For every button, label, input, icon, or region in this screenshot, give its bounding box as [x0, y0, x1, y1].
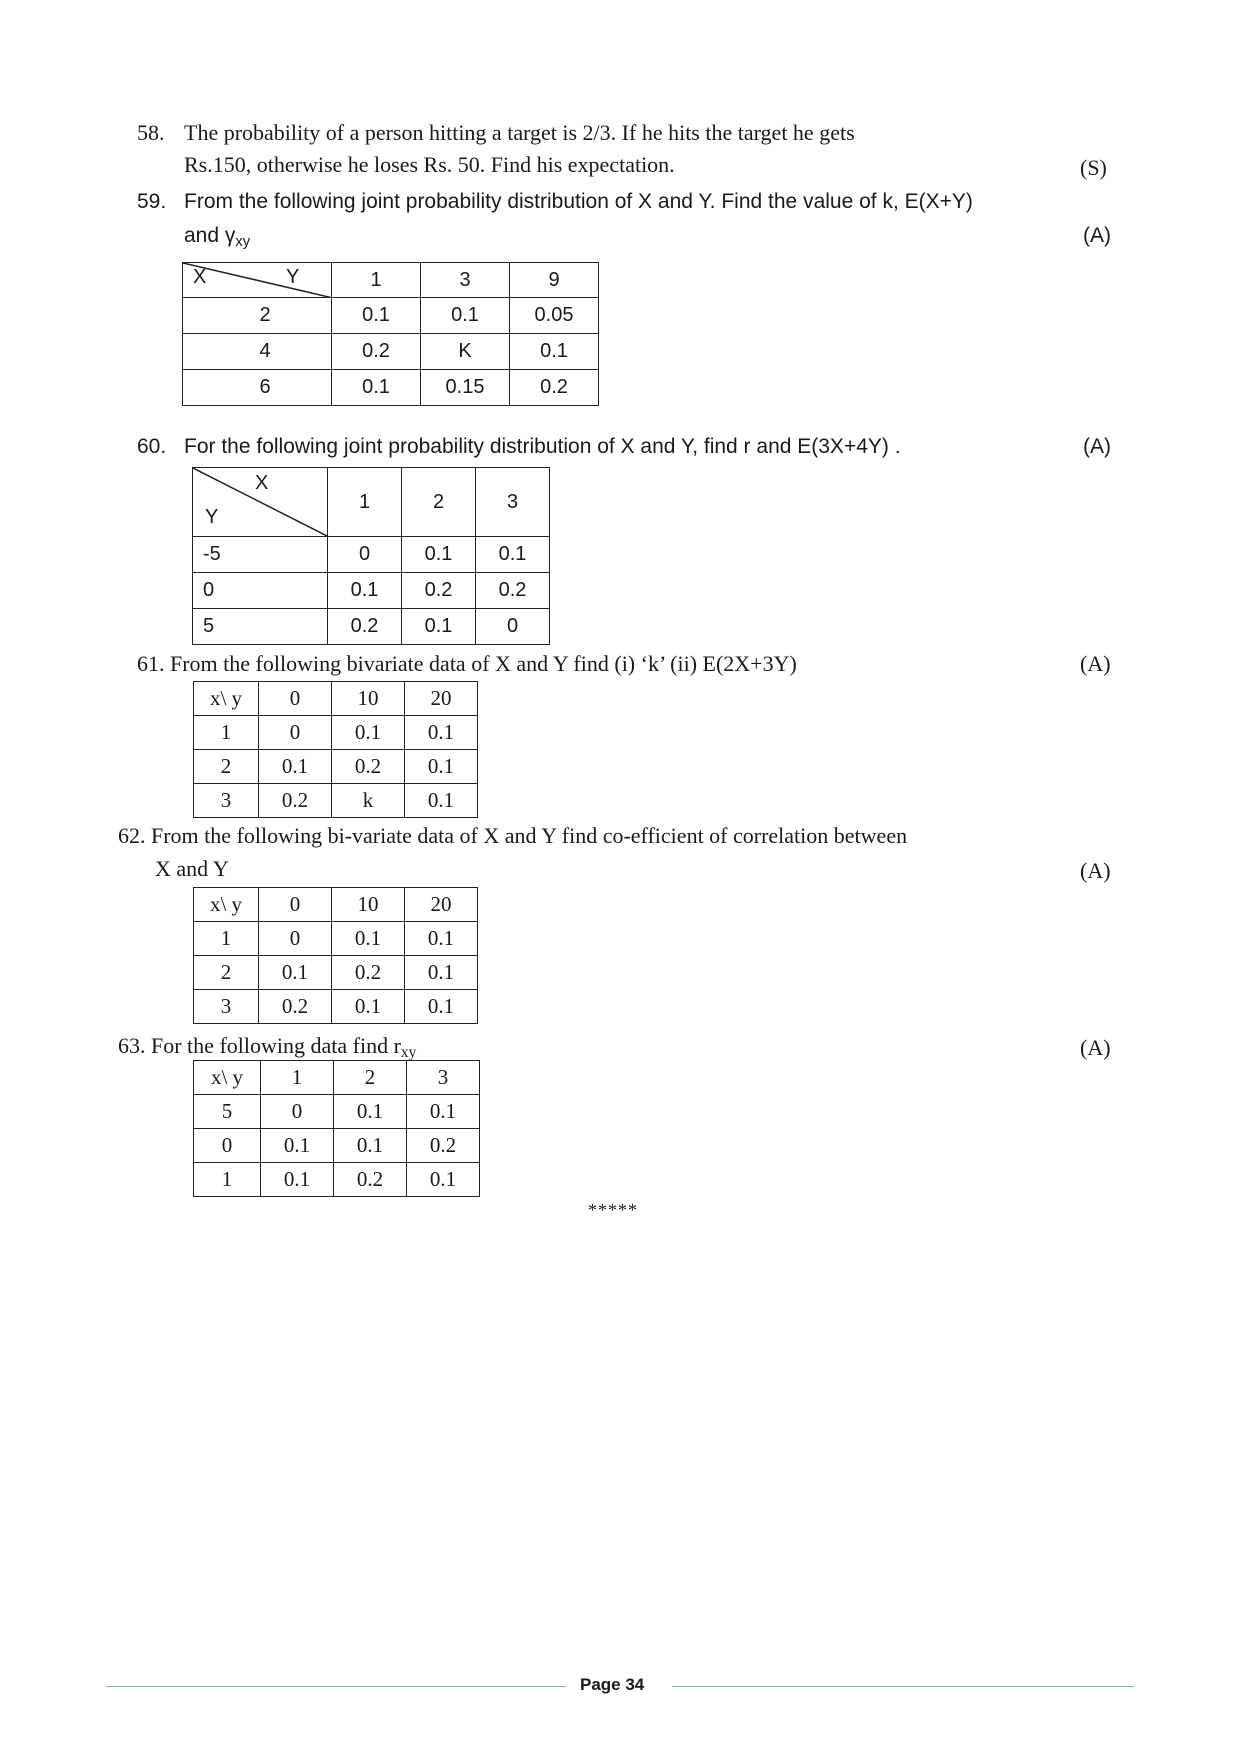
q63-corner-cell: x\ y: [194, 1061, 261, 1095]
q60-cell: 0.1: [402, 537, 476, 573]
table-row: [194, 716, 478, 750]
q63-cell: 0.2: [334, 1163, 407, 1197]
q60-cell: 0.2: [328, 609, 402, 645]
q63-header-cell: 2: [334, 1061, 407, 1095]
q60-corner-x: X: [255, 472, 269, 494]
q59-cell: 0.1: [332, 370, 421, 406]
q61-cell: k: [332, 784, 405, 818]
q63-cell: 0.2: [407, 1129, 480, 1163]
q63-row-label: 5: [194, 1095, 261, 1129]
table-row: [194, 990, 478, 1024]
q61-cell: 0: [259, 716, 332, 750]
q62-cell: 0.1: [332, 990, 405, 1024]
q61-row-label: 3: [194, 784, 259, 818]
q62-cell: 0.1: [405, 990, 478, 1024]
q62-tag: (A): [1080, 858, 1111, 883]
q61-line1: 61. From the following bivariate data of X and Y find (i) ‘k’ (ii) E(2X+3Y): [137, 651, 797, 676]
q62-corner-cell: x\ y: [194, 888, 259, 922]
q61-header-cell: 20: [405, 682, 478, 716]
q62-cell: 0.1: [405, 956, 478, 990]
q59-header-cell: 9: [510, 263, 599, 298]
q63-cell: 0.1: [334, 1095, 407, 1129]
q61-cell: 0.1: [259, 750, 332, 784]
table-row: [194, 956, 478, 990]
q61-cell: 0.2: [332, 750, 405, 784]
q59-header-cell: 3: [421, 263, 510, 298]
table-row: [193, 573, 550, 609]
q61-cell: 0.1: [332, 716, 405, 750]
q63-cell: 0.1: [261, 1163, 334, 1197]
table-row: [193, 537, 550, 573]
q60-header-cell: 3: [476, 468, 550, 537]
q61-cell: 0.1: [405, 750, 478, 784]
q62-header-cell: 0: [259, 888, 332, 922]
q59-table: [182, 262, 599, 406]
q60-row-label: -5: [193, 537, 328, 573]
q63-cell: 0.1: [334, 1129, 407, 1163]
q59-cell: 0.1: [332, 298, 421, 334]
q59-cell: 0.1: [510, 334, 599, 370]
table-row: [183, 298, 599, 334]
q62-row-label: 1: [194, 922, 259, 956]
q62-line1: 62. From the following bi-variate data of X and Y find co-efficient of correlation between: [118, 823, 908, 848]
q61-cell: 0.1: [405, 784, 478, 818]
q61-cell: 0.1: [405, 716, 478, 750]
q58-line2: Rs.150, otherwise he loses Rs. 50. Find his expectation.: [184, 152, 675, 177]
q62-row-label: 3: [194, 990, 259, 1024]
q59-corner-cell: [183, 263, 332, 298]
q61-header-cell: 0: [259, 682, 332, 716]
q61-table: [193, 681, 478, 818]
table-row: [194, 1163, 480, 1197]
q60-number: 60.: [137, 435, 167, 458]
q59-number: 59.: [137, 190, 167, 213]
q62-header-cell: 10: [332, 888, 405, 922]
q63-tag: (A): [1080, 1035, 1111, 1060]
q62-cell: 0.1: [332, 922, 405, 956]
footer-rule-left: [106, 1686, 566, 1687]
q59-header-cell: 1: [332, 263, 421, 298]
end-marker: *****: [588, 1200, 638, 1220]
q59-row-label: 6: [183, 370, 332, 406]
q63-cell: 0.1: [261, 1129, 334, 1163]
q61-tag: (A): [1080, 651, 1111, 676]
q60-cell: 0.1: [328, 573, 402, 609]
q63-cell: 0: [261, 1095, 334, 1129]
q63-cell: 0.1: [407, 1163, 480, 1197]
q59-line1: From the following joint probability distribution of X and Y. Find the value of k, E(X+Y): [184, 190, 973, 213]
q63-header-cell: 3: [407, 1061, 480, 1095]
q60-tag: (A): [1083, 435, 1111, 458]
q59-cell: 0.2: [510, 370, 599, 406]
q61-row-label: 2: [194, 750, 259, 784]
q60-cell: 0.1: [476, 537, 550, 573]
q61-header-cell: 10: [332, 682, 405, 716]
q59-corner-y: Y: [286, 266, 300, 288]
table-row: [183, 334, 599, 370]
q60-row-label: 5: [193, 609, 328, 645]
q58-number: 58.: [137, 120, 165, 145]
q60-cell: 0: [476, 609, 550, 645]
q61-cell: 0.2: [259, 784, 332, 818]
q59-row-label: 4: [183, 334, 332, 370]
q63-cell: 0.1: [407, 1095, 480, 1129]
q60-row-label: 0: [193, 573, 328, 609]
q62-table: [193, 887, 478, 1024]
q59-cell: K: [421, 334, 510, 370]
table-row: [194, 1095, 480, 1129]
q59-cell: 0.1: [421, 298, 510, 334]
q60-corner-y: Y: [205, 506, 219, 528]
q60-line1: For the following joint probability distribution of X and Y, find r and E(3X+4Y) .: [184, 435, 901, 458]
q59-corner-x: X: [193, 266, 207, 288]
q63-header-cell: 1: [261, 1061, 334, 1095]
q61-row-label: 1: [194, 716, 259, 750]
q63-row-label: 1: [194, 1163, 261, 1197]
q62-cell: 0.2: [332, 956, 405, 990]
table-row: [194, 1129, 480, 1163]
table-row: [194, 784, 478, 818]
q60-table: [192, 467, 550, 645]
q60-header-cell: 1: [328, 468, 402, 537]
q60-cell: 0.1: [402, 609, 476, 645]
table-row: [183, 370, 599, 406]
q60-corner-cell: [193, 468, 328, 537]
q62-cell: 0.1: [259, 956, 332, 990]
q61-corner-cell: x\ y: [194, 682, 259, 716]
q59-cell: 0.2: [332, 334, 421, 370]
q60-cell: 0.2: [402, 573, 476, 609]
q60-cell: 0.2: [476, 573, 550, 609]
q62-header-cell: 20: [405, 888, 478, 922]
q62-row-label: 2: [194, 956, 259, 990]
table-row: [194, 922, 478, 956]
q62-cell: 0.2: [259, 990, 332, 1024]
table-row: [193, 609, 550, 645]
q59-cell: 0.15: [421, 370, 510, 406]
page-number: Page 34: [580, 1675, 645, 1694]
q63-row-label: 0: [194, 1129, 261, 1163]
q59-row-label: 2: [183, 298, 332, 334]
table-row: [194, 750, 478, 784]
q62-line2: X and Y: [155, 856, 229, 881]
q59-tag: (A): [1083, 224, 1111, 247]
q60-header-cell: 2: [402, 468, 476, 537]
footer-rule-right: [672, 1686, 1134, 1687]
q59-cell: 0.05: [510, 298, 599, 334]
q58-tag: (S): [1080, 155, 1107, 180]
q63-line1: 63. For the following data find $r_{xy}$: [118, 1033, 417, 1061]
q60-cell: 0: [328, 537, 402, 573]
q59-line2: and $\gamma_{xy}$: [184, 224, 251, 250]
q63-table: [193, 1060, 480, 1197]
q58-line1: The probability of a person hitting a target is 2/3. If he hits the target he gets: [184, 120, 855, 145]
q62-cell: 0: [259, 922, 332, 956]
q62-cell: 0.1: [405, 922, 478, 956]
